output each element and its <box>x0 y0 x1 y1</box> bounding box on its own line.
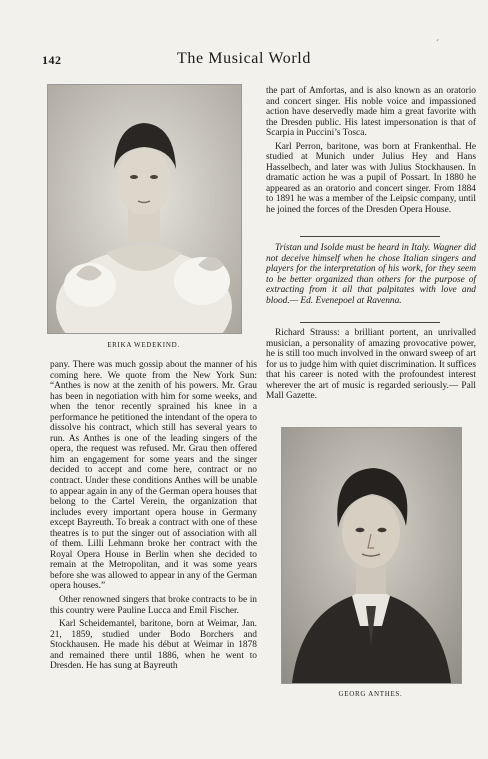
divider-1 <box>300 236 440 237</box>
corner-mark: ´ <box>436 38 439 48</box>
right-column-low <box>266 328 476 405</box>
right-column-mid <box>266 243 476 309</box>
page-number: 142 <box>42 53 62 67</box>
paragraph-amfortas: the part of Amfortas, and is also known as an oratorio and concert singer. His noble voice and impassioned action have deservedly made him a great favorite with the Dresden public. His latest impersonation is that of Scarpia in Puccini’s Tosca. <box>266 86 476 139</box>
paragraph-scheidemantel: Karl Scheidemantel, baritone, born at Weimar, Jan. 21, 1859, studied under Bodo Borchers and Stockhausen. He made his début at Weimar in 1878 and remained there until 1886, when he went to Dresden. He has sung at Bayreuth <box>50 619 257 672</box>
paragraph-karl-perron: Karl Perron, baritone, was born at Frankenthal. He studied at Munich under Julius Hey and Hans Hasselbech, and later was with Julius Stockhausen. In dramatic action he was a pupil of Possart. In 1880 he appeared as an oratorio and concert singer. From 1884 to 1891 he was a member of the Leipsic company, until he joined the forces of the Dresden Opera House. <box>266 141 476 216</box>
running-title: The Musical World <box>177 50 311 67</box>
paragraph-richard-strauss: Richard Strauss: a brilliant portent, an unrivalled musician, a personality of amazing provocative power, he is still too much involved in the onward sweep of art for us to judge him with quiet discrimination. It suffices that his career is noted with the profoundest interest wherever the art of music is regarded seriously.— Pall Mall Gazette. <box>266 328 476 402</box>
caption-photo-2: GEORG ANTHES. <box>338 690 403 698</box>
right-column-top <box>266 86 476 219</box>
portrait-erika-wedekind <box>47 84 242 334</box>
divider-2 <box>300 322 440 323</box>
portrait-georg-anthes <box>281 427 462 684</box>
left-column <box>50 360 257 675</box>
paragraph-anthes-gossip: pany. There was much gossip about the manner of his coming here. We quote from the New York Sun: “Anthes is now at the zenith of his powers. Mr. Grau has been in negotiation with him for some weeks, and when the tenor recently sprained his knee in a performance he petitioned the intendant of the opera to dissolve his contract, which still has several years to run. As Anthes is one of the leading singers of the opera, the request was refused. Mr. Grau then offered him an engagement for some years and the singer decided to accept and come here, contract or no contract. Under these conditions Anthes will be unable to appear again in any of the German opera houses that belong to the Cartel Verein, the organization that includes every important opera house in Germany except Bayreuth. To break a contract with one of these theatres is to put the singer out of association with all of them. Lilli Lehmann broke her contract with the Royal Opera House in Berlin when she decided to remain at the Metropolitan, and it was some years before she was allowed to appear in any of the German opera houses.” <box>50 360 257 592</box>
paragraph-tristan: Tristan und Isolde must be heard in Italy. Wagner did not deceive himself when he chose Italian singers and players for the interpretation of his work, for they seem to be better organized than others for the purpose of extracting from it all that palpitates with love and blood.— Ed. Evenepoel at Ravenna. <box>266 243 476 306</box>
portrait-georg-anthes-image <box>282 428 461 683</box>
paragraph-other-singers: Other renowned singers that broke contracts to be in this country were Pauline Lucca and Emil Fischer. <box>50 595 257 616</box>
portrait-erika-wedekind-image <box>48 85 241 333</box>
caption-photo-1: ERIKA WEDEKIND. <box>107 341 180 349</box>
